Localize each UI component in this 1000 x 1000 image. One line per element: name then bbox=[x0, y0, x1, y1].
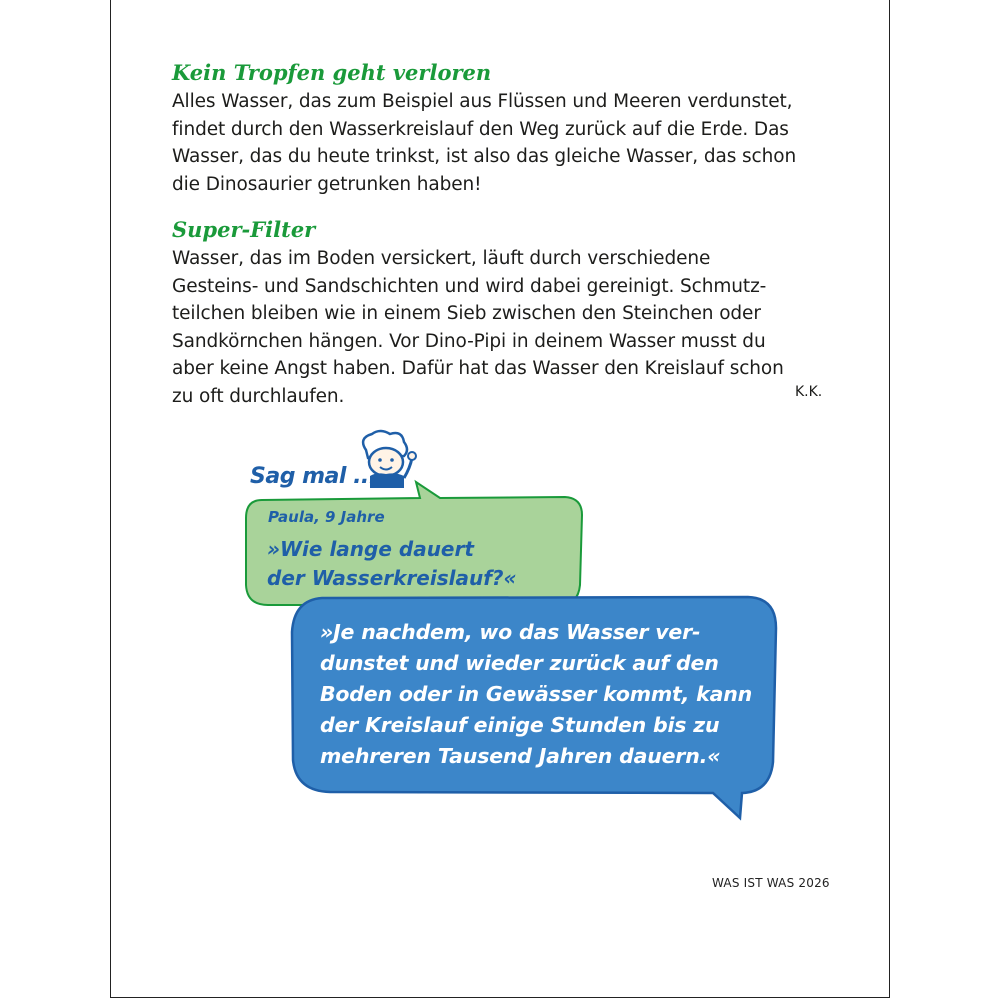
section-heading: Kein Tropfen geht verloren bbox=[172, 60, 492, 85]
sag-mal-label: Sag mal ... bbox=[250, 464, 377, 489]
answer-line: der Kreislauf einige Stunden bis zu bbox=[320, 713, 720, 737]
text-line: findet durch den Wasserkreislauf den Weg zurück auf die Erde. Das bbox=[172, 118, 789, 140]
answer-line: mehreren Tausend Jahren dauern.« bbox=[320, 744, 721, 768]
footer-label: WAS IST WAS 2026 bbox=[712, 876, 830, 890]
answer-line: Boden oder in Gewässer kommt, kann bbox=[320, 682, 753, 706]
question-line: der Wasserkreislauf?« bbox=[267, 566, 517, 590]
question-line: »Wie lange dauert bbox=[267, 537, 474, 561]
author-initials: K.K. bbox=[795, 384, 823, 400]
text-line: teilchen bleiben wie in einem Sieb zwischen den Steinchen oder bbox=[172, 303, 761, 324]
section-heading: Super-Filter bbox=[172, 217, 316, 242]
speaker-name: Paula, 9 Jahre bbox=[268, 508, 385, 526]
text-line: zu oft durchlaufen. bbox=[172, 385, 345, 407]
answer-line: »Je nachdem, wo das Wasser ver- bbox=[320, 620, 701, 644]
text-line: aber keine Angst haben. Dafür hat das Wasser den Kreislauf schon bbox=[172, 358, 784, 379]
text-line: Gesteins- und Sandschichten und wird dabei gereinigt. Schmutz- bbox=[172, 275, 767, 297]
question-text bbox=[267, 535, 517, 593]
answer-line: dunstet und wieder zurück auf den bbox=[320, 651, 719, 675]
text-line: Wasser, das im Boden versickert, läuft durch verschiedene bbox=[172, 248, 711, 269]
text-line: Wasser, das du heute trinkst, ist also das gleiche Wasser, das schon bbox=[172, 146, 797, 167]
text-line: die Dinosaurier getrunken haben! bbox=[172, 173, 482, 195]
text-line: Sandkörnchen hängen. Vor Dino-Pipi in deinem Wasser musst du bbox=[172, 330, 766, 352]
answer-text bbox=[320, 617, 752, 772]
text-line: Alles Wasser, das zum Beispiel aus Flüssen und Meeren verdunstet, bbox=[172, 91, 793, 112]
